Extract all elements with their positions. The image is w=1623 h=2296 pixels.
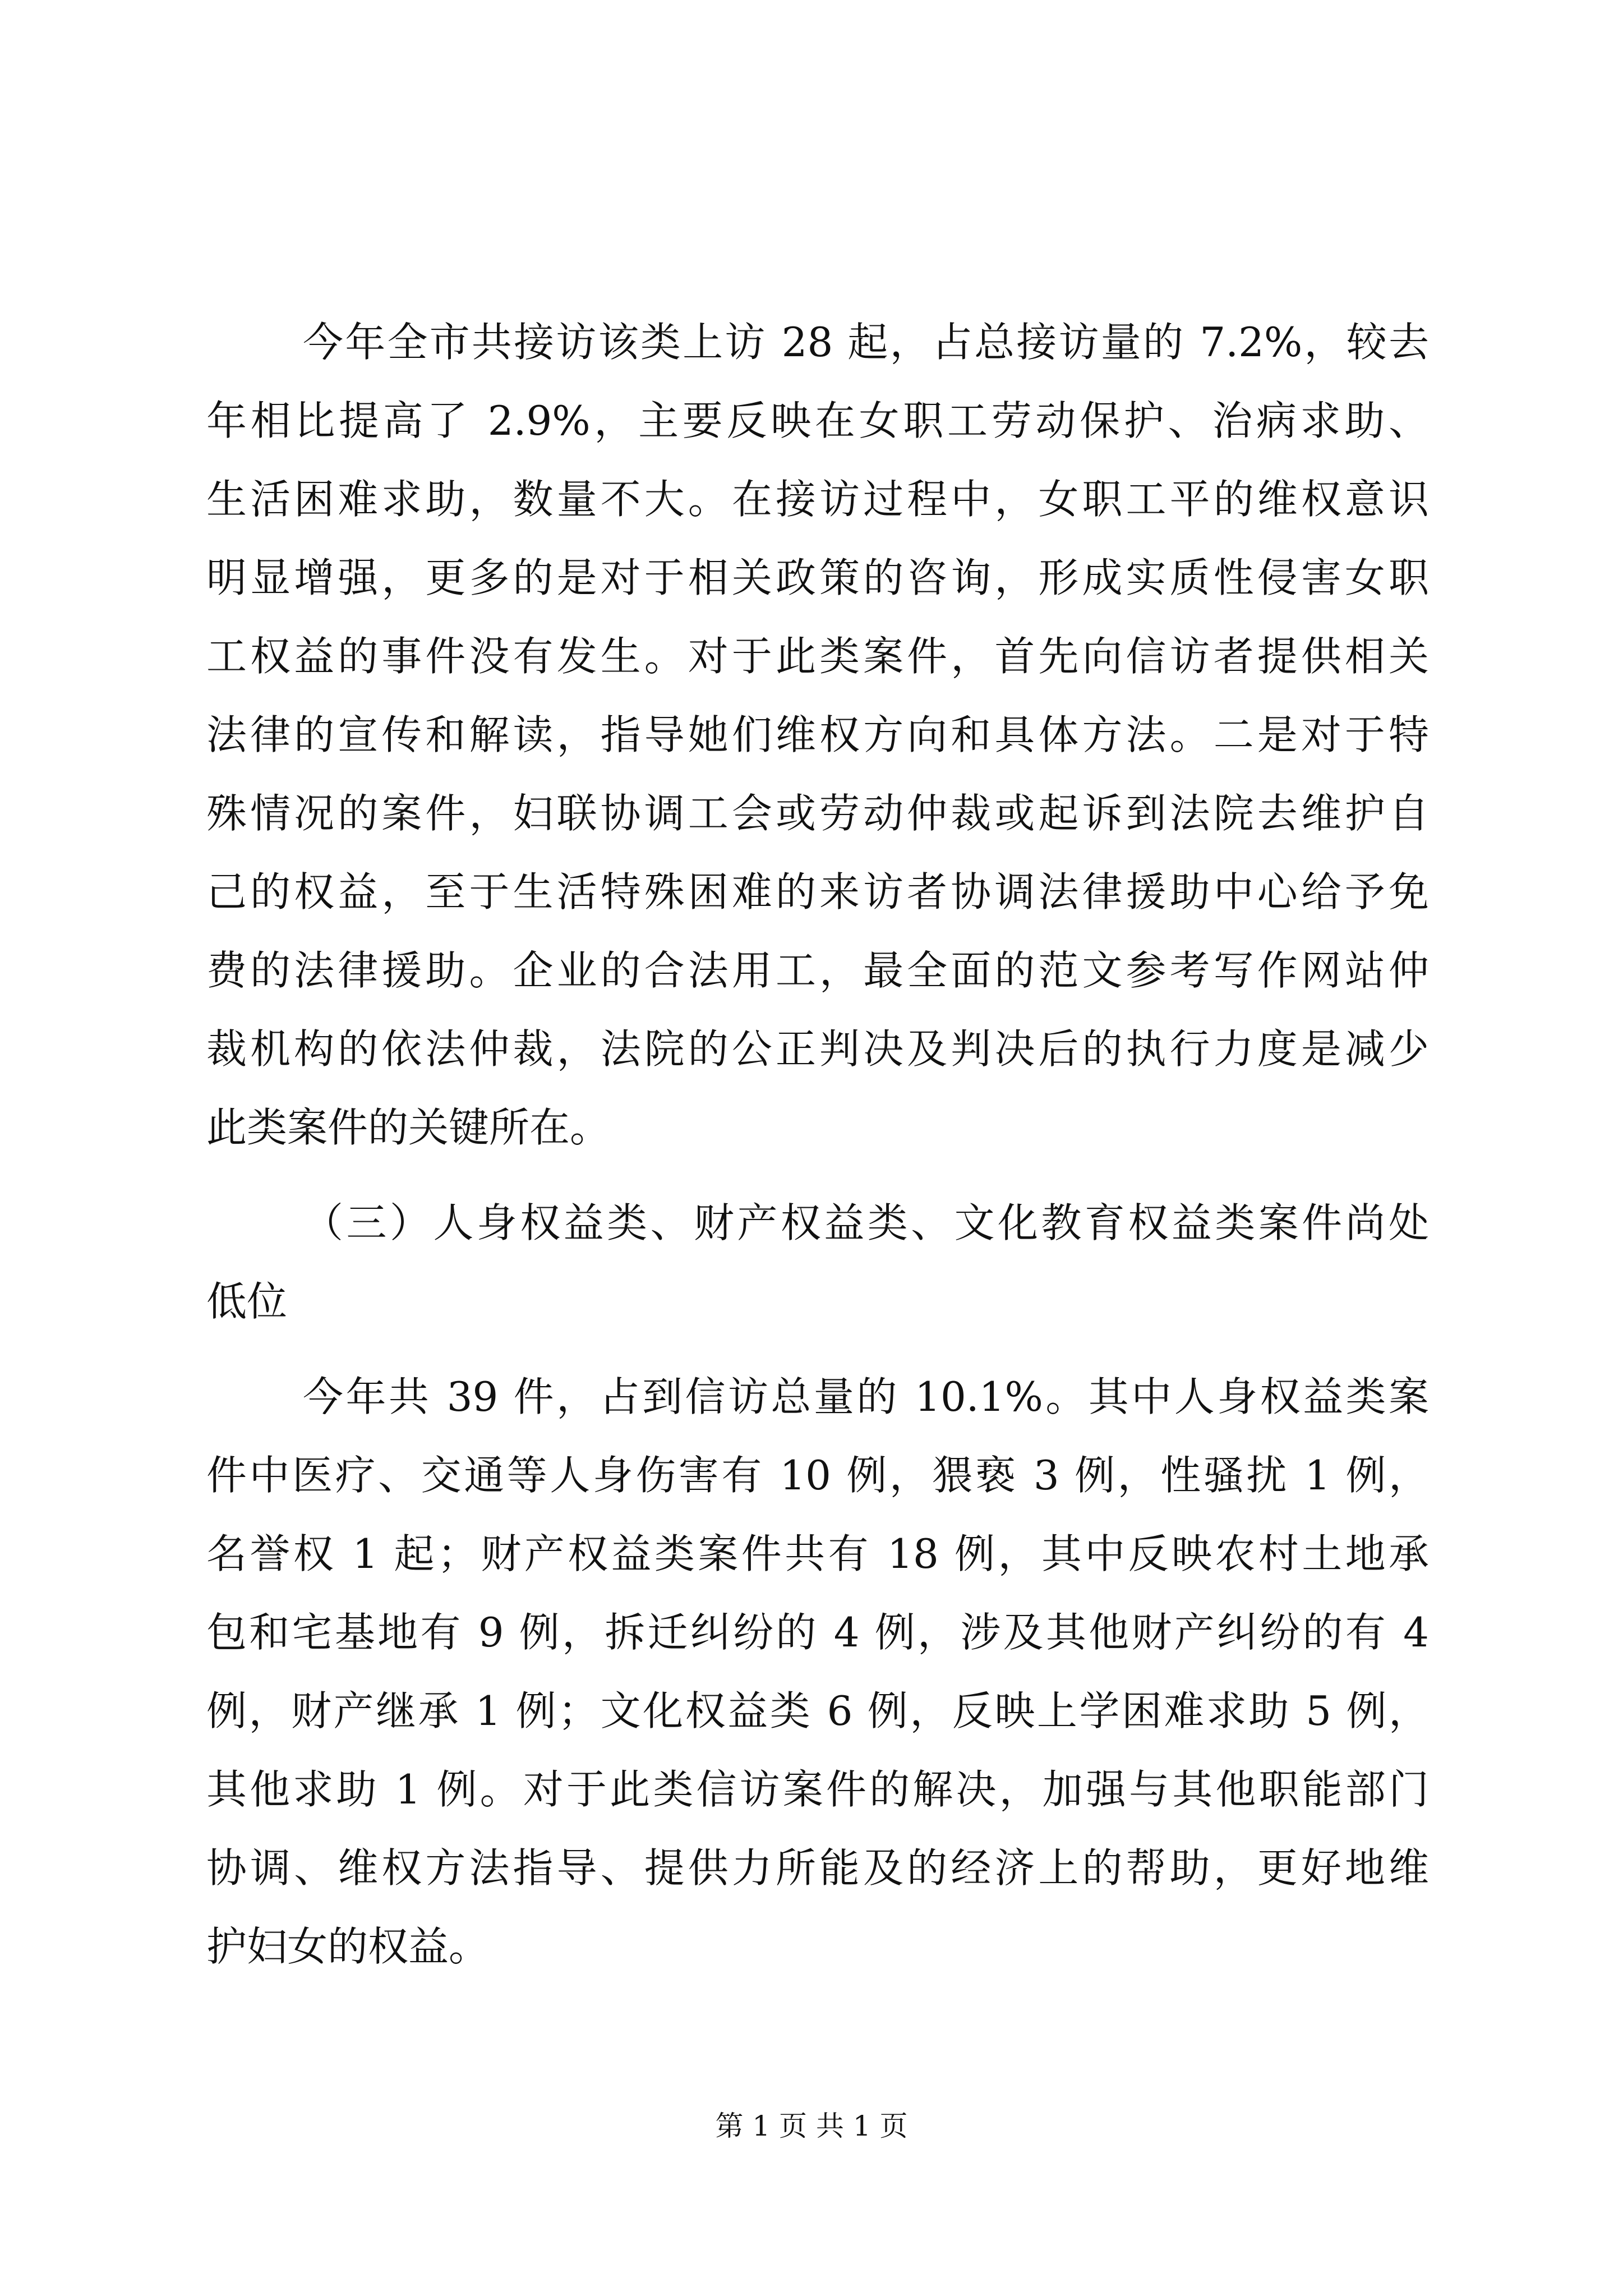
- section-heading-line-2: 低位: [206, 1278, 288, 1325]
- paragraph-1-line-5: 工权益的事件没有发生。对于此类案件，首先向信访者提供相关: [206, 633, 1429, 680]
- paragraph-2-line-1: 今年共 39 件，占到信访总量的 10.1%。其中人身权益类案: [303, 1373, 1429, 1420]
- paragraph-1-line-8: 己的权益，至于生活特殊困难的来访者协调法律援助中心给予免: [206, 868, 1429, 915]
- paragraph-2-line-7: 协调、维权方法指导、提供力所能及的经济上的帮助，更好地维: [206, 1844, 1429, 1892]
- paragraph-1-line-11: 此类案件的关键所在。: [206, 1104, 611, 1151]
- paragraph-1-line-1: 今年全市共接访该类上访 28 起，占总接访量的 7.2%，较去: [303, 319, 1429, 366]
- paragraph-1-line-2: 年相比提高了 2.9%，主要反映在女职工劳动保护、治病求助、: [206, 397, 1429, 444]
- paragraph-1-line-4: 明显增强，更多的是对于相关政策的咨询，形成实质性侵害女职: [206, 554, 1429, 601]
- paragraph-2-line-8: 护妇女的权益。: [206, 1923, 490, 1970]
- paragraph-1-line-9: 费的法律援助。企业的合法用工，最全面的范文参考写作网站仲: [206, 947, 1429, 994]
- paragraph-2-line-2: 件中医疗、交通等人身伤害有 10 例，猥亵 3 例，性骚扰 1 例，: [206, 1452, 1429, 1499]
- paragraph-1-line-3: 生活困难求助，数量不大。在接访过程中，女职工平的维权意识: [206, 476, 1429, 523]
- paragraph-2-line-5: 例，财产继承 1 例；文化权益类 6 例，反映上学困难求助 5 例，: [206, 1687, 1429, 1734]
- section-heading-line-1: （三）人身权益类、财产权益类、文化教育权益类案件尚处: [303, 1199, 1429, 1246]
- page-footer: 第 1 页 共 1 页: [715, 2110, 908, 2142]
- paragraph-1-line-10: 裁机构的依法仲裁，法院的公正判决及判决后的执行力度是减少: [206, 1025, 1429, 1073]
- paragraph-2-line-4: 包和宅基地有 9 例，拆迁纠纷的 4 例，涉及其他财产纠纷的有 4: [206, 1609, 1429, 1656]
- paragraph-2-line-3: 名誉权 1 起；财产权益类案件共有 18 例，其中反映农村土地承: [206, 1530, 1429, 1577]
- paragraph-1-line-7: 殊情况的案件，妇联协调工会或劳动仲裁或起诉到法院去维护自: [206, 790, 1429, 837]
- paragraph-2-line-6: 其他求助 1 例。对于此类信访案件的解决，加强与其他职能部门: [206, 1766, 1429, 1813]
- paragraph-1-line-6: 法律的宣传和解读，指导她们维权方向和具体方法。二是对于特: [206, 711, 1429, 758]
